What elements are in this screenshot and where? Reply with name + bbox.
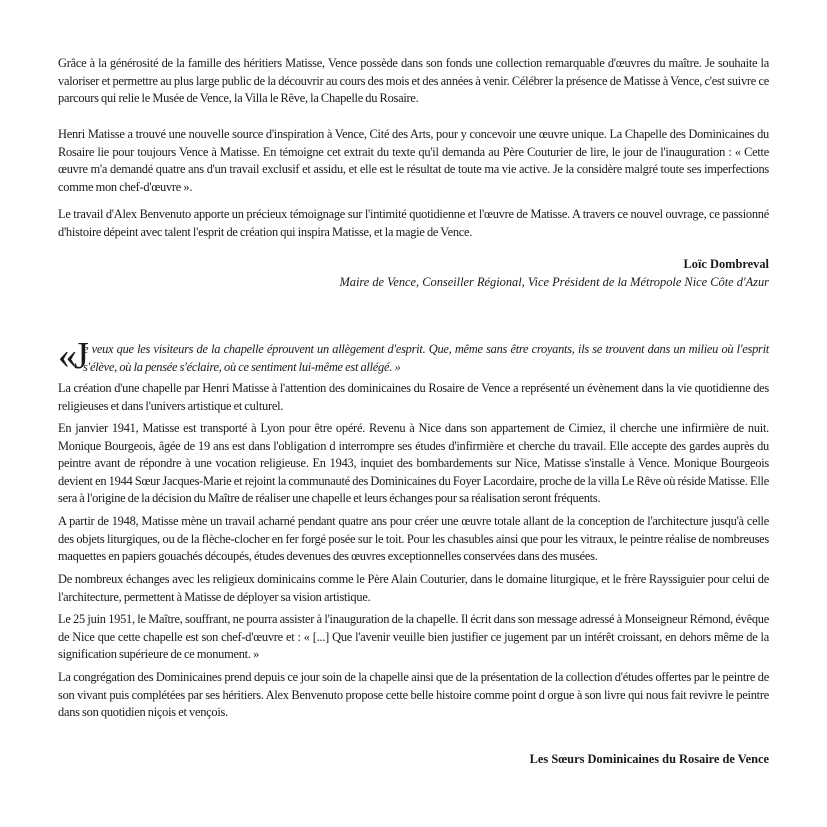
signature-role: Maire de Vence, Conseiller Régional, Vice Président de la Métropole Nice Côte d'Azur [339, 275, 769, 289]
body-paragraph-1: La création d'une chapelle par Henri Matisse à l'attention des dominicaines du Rosaire de Vence a représenté un évènement dans la vie quotidienne des religieuses et dans l'univers artistique et culturel. [58, 381, 769, 413]
body-paragraph-6: La congrégation des Dominicaines prend depuis ce jour soin de la chapelle ainsi que de la présentation de la collection d'études offertes par le peintre de son vivant puis complétées par ses héritiers. Alex Benvenuto propose cette belle histoire comme point d orgue à son livre qui nous fait revivre le peintre dans son quotidien niçois et vençois. [58, 670, 769, 719]
quote-text: e veux que les visiteurs de la chapelle éprouvent un allègement d'esprit. Que, même sans être croyants, ils se trouvent dans un milieu où l'esprit s'élève, où la pensée s'éclaire, où ce sentiment lui-même est allégé. » [83, 342, 769, 374]
body-paragraph-4: De nombreux échanges avec les religieux dominicains comme le Père Alain Couturier, dans le domaine liturgique, et le frère Rayssiguier pour celui de l'architecture, permettent à Matisse de déployer sa vision artistique. [58, 572, 769, 604]
matisse-quote [58, 335, 769, 379]
body-paragraph-2: En janvier 1941, Matisse est transporté à Lyon pour être opéré. Revenu à Nice dans son appartement de Cimiez, il cherche une infirmière de nuit. Monique Bourgeois, âgée de 19 ans est dans l'obligation d interrompre ses études d'infirmière et cherche du travail. Elle accepte des gardes auprès du peintre avant de répondre à une vocation religieuse. En 1943, inquiet des bombardements sur Nice, Matisse s'installe à Vence. Monique Bourgeois devient en 1944 Sœur Jacques-Marie et rejoint la communauté des Dominicaines du Foyer Lacordaire, proche de la villa Le Rêve où réside Matisse. Elle sera à l'origine de la décision du Maître de réaliser une chapelle et leurs échanges pour sa réalisation seront fréquents. [58, 421, 769, 505]
signature-name: Loïc Dombreval [683, 257, 769, 271]
quote-open-glyph: «J [58, 335, 86, 377]
body-paragraph-5: Le 25 juin 1951, le Maître, souffrant, ne pourra assister à l'inauguration de la chapelle. Il écrit dans son message adressé à Monseigneur Rémond, évêque de Nice que cette chapelle est son chef-d'œuvre et : « [...] Que l'avenir veuille bien justifier ce jugement par un intérêt croissant, en dehors même de la signification supérieure de ce monument. » [58, 612, 769, 661]
closing-signature: Les Sœurs Dominicaines du Rosaire de Vence [529, 752, 769, 766]
intro-paragraph-1: Grâce à la générosité de la famille des héritiers Matisse, Vence possède dans son fonds une collection remarquable d'œuvres du maître. Je souhaite la valoriser et permettre au plus large public de la découvrir au cours des mois et des années à venir. Célébrer la présence de Matisse à Vence, c'est suivre ce parcours qui relie le Musée de Vence, la Villa le Rêve, la Chapelle du Rosaire. [58, 56, 769, 105]
intro-paragraph-2: Henri Matisse a trouvé une nouvelle source d'inspiration à Vence, Cité des Arts, pour y concevoir une œuvre unique. La Chapelle des Dominicaines du Rosaire lie pour toujours Vence à Matisse. En témoigne cet extrait du texte qu'il demanda au Père Couturier de lire, le jour de l'inauguration : « Cette œuvre m'a demandé quatre ans d'un travail exclusif et assidu, et elle est le résultat de toute ma vie active. Je la considère malgré toute ses imperfections comme mon chef-d'œuvre ». [58, 127, 769, 194]
body-paragraph-3: A partir de 1948, Matisse mène un travail acharné pendant quatre ans pour créer une œuvre totale allant de la conception de l'architecture jusqu'à celle des objets liturgiques, ou de la flèche-clocher en fer forgé posée sur le toit. Pour les chasubles ainsi que pour les vitraux, le peintre réalise de nombreuses maquettes en papiers gouachés découpés, études devenues des œuvres exceptionnelles conservées dans des musées. [58, 514, 769, 563]
intro-paragraph-3: Le travail d'Alex Benvenuto apporte un précieux témoignage sur l'intimité quotidienne et l'œuvre de Matisse. A travers ce nouvel ouvrage, ce passionné d'histoire dépeint avec talent l'esprit de création qui inspira Matisse, et la magie de Vence. [58, 207, 769, 239]
